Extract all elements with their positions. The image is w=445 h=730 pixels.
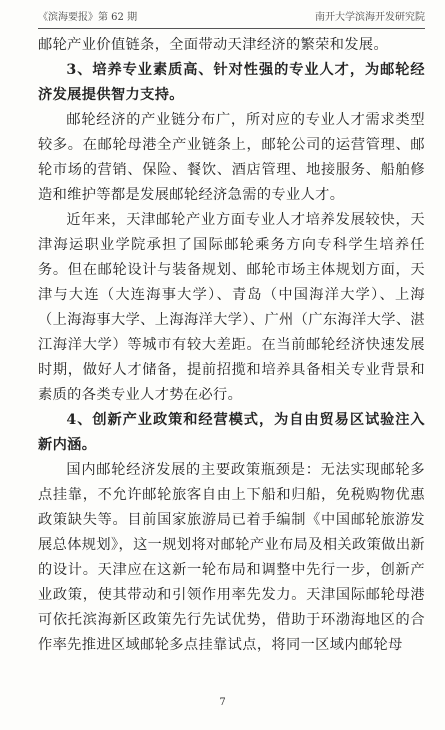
paragraph: 邮轮经济的产业链分布广，所对应的专业人才需求类型较多。在邮轮母港全产业链条上，邮轮公司的运营管理、邮轮市场的营销、保险、餐饮、酒店管理、地接服务、船舶修造和维护等都是发展邮轮经济急需的专业人才。 [38,112,425,203]
header-institution: 南开大学滨海开发研究院 [315,12,425,23]
paragraph-continuation: 邮轮产业价值链条，全面带动天津经济的繁荣和发展。 [38,37,389,53]
paragraph: 国内邮轮经济发展的主要政策瓶颈是：无法实现邮轮多点挂靠，不允许邮轮旅客自由上下船和归船，免税购物优惠政策缺失等。目前国家旅游局已着手编制《中国邮轮旅游发展总体规划》，这一规划将对邮轮产业布局及相关政策做出新的设计。天津应在这新一轮布局和调整中先行一步，创新产业政策，使其带动和引领作用率先发力。天津国际邮轮母港可依托滨海新区政策先行先试优势，借助于环渤海地区的合作率先推进区域邮轮多点挂靠试点，将同一区域内邮轮母 [38,462,425,653]
header-divider [38,28,425,29]
running-header [38,9,425,27]
section-heading-4: 4、创新产业政策和经营模式，为自由贸易区试验注入新内涵。 [38,412,425,453]
section-heading-3: 3、培养专业素质高、针对性强的专业人才，为邮轮经济发展提供智力支持。 [38,62,425,103]
header-publication-title: 《滨海要报》第 62 期 [38,12,138,23]
paragraph: 近年来，天津邮轮产业方面专业人才培养发展较快，天津海运职业学院承担了国际邮轮乘务方向专科学生培养任务。但在邮轮设计与装备规划、邮轮市场主体规划方面，天津与大连（大连海事大学）、青岛（中国海洋大学）、上海（上海海事大学、上海海洋大学）、广州（广东海洋大学、湛江海洋大学）等城市有较大差距。在当前邮轮经济快速发展时期，做好人才储备，提前招揽和培养具备相关专业背景和素质的各类专业人才势在必行。 [38,212,425,403]
page-number: 7 [219,697,226,708]
body-text [38,33,425,658]
